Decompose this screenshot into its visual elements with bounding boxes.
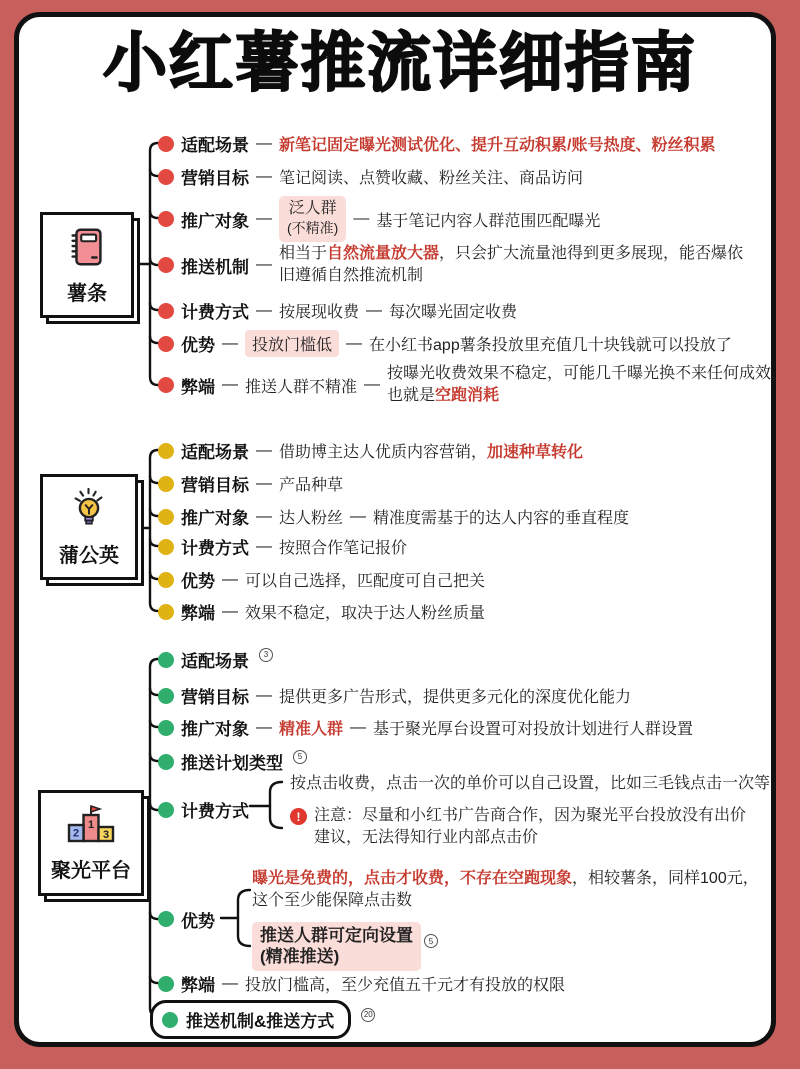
row-juguang-billing xyxy=(158,770,770,849)
billing-item1: 按点击收费，点击一次的单价可以自己设置，比如三毛钱点击一次等 xyxy=(290,775,771,792)
page-title: 小红薯推流详细指南 xyxy=(103,27,697,99)
row-juguang-target xyxy=(158,715,693,740)
pros-items xyxy=(252,868,764,971)
text-post: ，只会扩大流量池得到更多展现，能否爆依旧遵循自然推流机制 xyxy=(279,245,744,285)
bullet-dot xyxy=(158,911,174,927)
mechanism-box xyxy=(150,1000,351,1039)
dash-connector: — xyxy=(256,537,272,555)
bullet-dot xyxy=(158,257,174,273)
row-juguang-mechanism xyxy=(150,1000,375,1039)
tag-line2: (不精准) xyxy=(287,220,339,236)
row-text: 基于聚光厚台设置可对投放计划进行人群设置 xyxy=(373,721,694,738)
bullet-dot xyxy=(158,720,174,736)
category-box-juguang xyxy=(38,790,144,896)
row-label: 推送计划类型 xyxy=(181,754,283,773)
row-label: 优势 xyxy=(181,911,215,931)
pros-item2 xyxy=(252,922,438,971)
lightbulb-icon xyxy=(66,486,112,532)
row-pugongying-target xyxy=(158,504,629,529)
row-label: 营销目标 xyxy=(181,476,249,495)
row-text: 推送人群不精准 xyxy=(245,378,358,396)
bullet-dot xyxy=(158,652,174,668)
row-text-block xyxy=(279,243,753,287)
row-label: 优势 xyxy=(181,336,215,355)
billing-note-text: 注意：尽量和小红书广告商合作，因为聚光平台投放没有出价建议，无法得知行业内部点击价 xyxy=(314,807,747,847)
warning-icon: ! xyxy=(290,808,307,825)
podium-icon xyxy=(65,803,117,847)
row-text-em: 精准人群 xyxy=(279,721,344,738)
row-label: 营销目标 xyxy=(181,688,249,707)
svg-text:3: 3 xyxy=(102,829,110,841)
dash-connector: — xyxy=(256,167,272,185)
dash-connector: — xyxy=(256,256,272,274)
row-shutiao-scene xyxy=(158,131,715,156)
billing-note xyxy=(290,805,770,849)
bullet-dot xyxy=(158,136,174,152)
text-pre: 借助博主达人优质内容营销， xyxy=(279,444,488,461)
text-em: 曝光是免费的，点击才收费，不存在空跑现象 xyxy=(252,870,573,887)
dash-connector: — xyxy=(346,334,363,352)
text-em: 自然流量放大器 xyxy=(327,245,440,262)
bullet-dot xyxy=(158,754,174,770)
row-text: 达人粉丝 xyxy=(279,510,344,527)
dash-connector: — xyxy=(222,602,238,620)
tag-line1: 推送人群可定向设置 xyxy=(260,926,413,946)
bullet-dot xyxy=(158,604,174,620)
dash-connector: — xyxy=(256,474,272,492)
bullet-dot xyxy=(158,211,174,227)
row-label: 计费方式 xyxy=(181,303,249,322)
dash-connector: — xyxy=(222,334,238,352)
row-juguang-cons xyxy=(158,971,565,996)
row-text: 笔记阅读、点赞收藏、粉丝关注、商品访问 xyxy=(279,170,584,187)
notebook-icon xyxy=(64,224,110,270)
row-juguang-scene xyxy=(158,647,273,672)
category-label: 聚光平台 xyxy=(51,860,131,882)
row-label: 优势 xyxy=(181,572,215,591)
row-juguang-pros xyxy=(158,868,764,971)
bullet-dot xyxy=(158,688,174,704)
row-label: 推送机制 xyxy=(181,257,249,277)
dash-connector: — xyxy=(256,210,272,227)
row-pugongying-scene xyxy=(158,438,583,463)
row-text: 产品种草 xyxy=(279,477,344,494)
dash-connector: — xyxy=(256,301,272,319)
row-shutiao-target xyxy=(158,196,600,242)
note-ref-badge: 3 xyxy=(259,648,273,662)
bullet-dot xyxy=(158,802,174,818)
bullet-dot xyxy=(158,539,174,555)
row-text: 按展现收费 xyxy=(279,304,360,321)
row-label: 适配场景 xyxy=(181,443,249,462)
dash-connector: — xyxy=(364,376,381,394)
bullet-dot xyxy=(158,509,174,525)
bullet-dot xyxy=(158,976,174,992)
row-text: 基于笔记内容人群范围匹配曝光 xyxy=(376,212,601,230)
dash-connector: — xyxy=(222,974,238,992)
row-text-em: 新笔记固定曝光测试优化、提升互动积累/账号热度、粉丝积累 xyxy=(279,137,716,154)
bullet-dot xyxy=(158,572,174,588)
dash-connector: — xyxy=(222,570,238,588)
text-post: ，相较薯条，同样100元，这个至少能保障点击数 xyxy=(252,870,759,910)
row-text: 精准度需基于的达人内容的垂直程度 xyxy=(373,510,630,527)
row-pugongying-goal xyxy=(158,471,343,496)
bullet-dot xyxy=(158,336,174,352)
text-em: 加速种草转化 xyxy=(487,444,584,461)
dash-connector: — xyxy=(256,686,272,704)
dash-connector: — xyxy=(350,507,367,525)
row-label: 推广对象 xyxy=(181,720,249,739)
category-box-pugongying xyxy=(40,474,138,580)
row-label: 适配场景 xyxy=(181,652,249,671)
note-ref-badge: 20 xyxy=(361,1008,375,1022)
svg-text:2: 2 xyxy=(72,827,80,840)
row-label: 适配场景 xyxy=(181,136,249,155)
bullet-dot xyxy=(158,169,174,185)
bullet-dot xyxy=(162,1012,178,1028)
tag-line1: 泛人群 xyxy=(288,200,337,217)
row-pugongying-pros xyxy=(158,567,485,592)
highlight-tag: 投放门槛低 xyxy=(245,330,339,357)
row-shutiao-billing xyxy=(158,298,517,323)
tag-line2: (精准推送) xyxy=(260,947,340,967)
row-text: 投放门槛高，至少充值五千元才有投放的权限 xyxy=(245,977,566,994)
svg-text:1: 1 xyxy=(87,819,95,831)
pros-item1 xyxy=(252,868,764,912)
highlight-tag xyxy=(279,196,346,242)
row-juguang-goal xyxy=(158,683,631,708)
highlight-tag xyxy=(252,922,421,971)
category-label: 蒲公英 xyxy=(59,545,119,567)
row-text: 提供更多广告形式，提供更多元化的深度优化能力 xyxy=(279,689,632,706)
note-ref-badge: 5 xyxy=(424,934,438,948)
row-text: 在小红书app薯条投放里充值几十块钱就可以投放了 xyxy=(369,337,732,354)
bullet-dot xyxy=(158,377,174,393)
bullet-dot xyxy=(158,476,174,492)
text-pre: 相当于 xyxy=(279,245,328,262)
row-text: 效果不稳定，取决于达人粉丝质量 xyxy=(245,605,486,622)
dash-connector: — xyxy=(350,718,367,736)
row-label: 推送机制&推送方式 xyxy=(186,1012,335,1031)
dash-connector: — xyxy=(353,210,370,227)
row-shutiao-goal xyxy=(158,164,583,189)
row-label: 弊端 xyxy=(181,377,215,397)
row-label: 营销目标 xyxy=(181,169,249,188)
row-label: 推广对象 xyxy=(181,509,249,528)
bullet-dot xyxy=(158,443,174,459)
dash-connector: — xyxy=(256,507,272,525)
row-label: 计费方式 xyxy=(181,539,249,558)
category-label: 薯条 xyxy=(67,283,107,305)
dash-connector: — xyxy=(222,376,238,394)
row-shutiao-pros xyxy=(158,330,732,357)
category-box-shutiao xyxy=(40,212,134,318)
row-text: 每次曝光固定收费 xyxy=(389,304,518,321)
row-text xyxy=(279,439,583,462)
dash-connector: — xyxy=(256,134,272,152)
text-pre: 按曝光收费效果不稳定，可能几千曝光换不来任何成效，也就是 xyxy=(387,365,788,405)
dash-connector: — xyxy=(256,441,272,459)
text-em: 空跑消耗 xyxy=(435,387,500,405)
dash-connector: — xyxy=(256,718,272,736)
row-text-block xyxy=(387,363,799,407)
bullet-dot xyxy=(158,303,174,319)
row-shutiao-cons xyxy=(158,363,799,407)
billing-items xyxy=(290,770,770,849)
row-text: 可以自己选择，匹配度可自己把关 xyxy=(245,573,486,590)
row-label: 推广对象 xyxy=(181,211,249,231)
row-text: 按照合作笔记报价 xyxy=(279,540,408,557)
row-pugongying-cons xyxy=(158,599,485,624)
note-ref-badge: 5 xyxy=(293,750,307,764)
row-label: 弊端 xyxy=(181,604,215,623)
dash-connector: — xyxy=(366,301,383,319)
row-pugongying-billing xyxy=(158,534,407,559)
row-label: 弊端 xyxy=(181,976,215,995)
row-shutiao-mechanism xyxy=(158,243,753,287)
row-label: 计费方式 xyxy=(181,802,249,822)
